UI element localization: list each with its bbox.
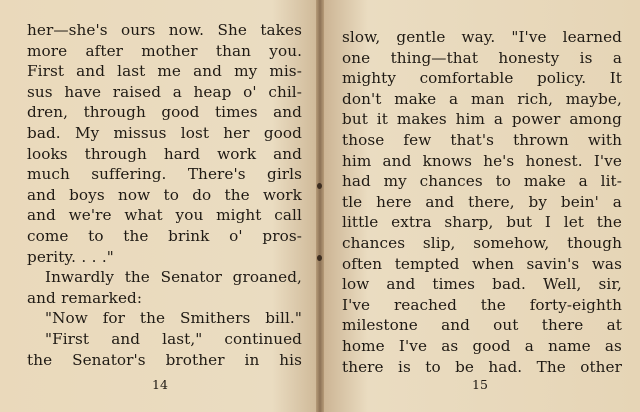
text-line: slow, gentle way. "I've learned (342, 28, 622, 46)
text-line: one thing—that honesty is a (342, 48, 622, 67)
text-line: dren, through good times and (27, 103, 302, 122)
text-line: milestone and out there at (342, 316, 622, 335)
text-line: low and times bad. Well, sir, (342, 275, 622, 294)
text-line: had my chances to make a lit- (342, 172, 622, 191)
text-line: little extra sharp, but I let the (342, 213, 622, 232)
right-page-text (342, 27, 622, 377)
text-line: home I've as good a name as (342, 336, 622, 355)
text-line: those few that's thrown with (342, 130, 622, 149)
text-line: perity. . . ." (27, 247, 114, 266)
text-line: I've reached the forty-eighth (342, 295, 622, 314)
text-line: bad. My missus lost her good (27, 123, 302, 142)
text-line: tle here and there, by bein' a (342, 192, 622, 211)
text-line: but it makes him a power among (342, 110, 622, 129)
left-page-text (27, 20, 302, 370)
text-line: First and last me and my mis- (27, 62, 302, 81)
book-gutter (316, 0, 324, 412)
text-line: don't make a man rich, maybe, (342, 89, 622, 108)
left-page-number: 14 (152, 377, 168, 392)
text-line: her—she's ours now. She takes (27, 21, 302, 39)
text-line: and we're what you might call (27, 206, 302, 225)
text-line: come to the brink o' pros- (27, 226, 302, 245)
right-page (320, 0, 640, 412)
text-line: chances slip, somehow, though (342, 233, 622, 252)
text-line: and remarked: (27, 288, 143, 307)
text-line: looks through hard work and (27, 144, 302, 163)
text-line: much suffering. There's girls (27, 165, 302, 184)
text-line: often tempted when savin's was (342, 254, 622, 273)
binding-hole-bottom (317, 255, 322, 261)
text-line: sus have raised a heap o' chil- (27, 82, 302, 101)
text-line: more after mother than you. (27, 41, 302, 60)
right-page-number: 15 (472, 377, 488, 392)
text-line: mighty comfortable policy. It (342, 69, 622, 88)
text-line: him and knows he's honest. I've (342, 151, 622, 170)
text-line: there is to be had. The other (342, 357, 622, 376)
text-line: "First and last," continued (45, 329, 302, 348)
text-line: and boys now to do the work (27, 185, 302, 204)
text-line: the Senator's brother in his (27, 350, 302, 369)
binding-hole-top (317, 183, 322, 189)
text-line: "Now for the Smithers bill." (45, 309, 302, 328)
text-line: Inwardly the Senator groaned, (45, 268, 302, 287)
